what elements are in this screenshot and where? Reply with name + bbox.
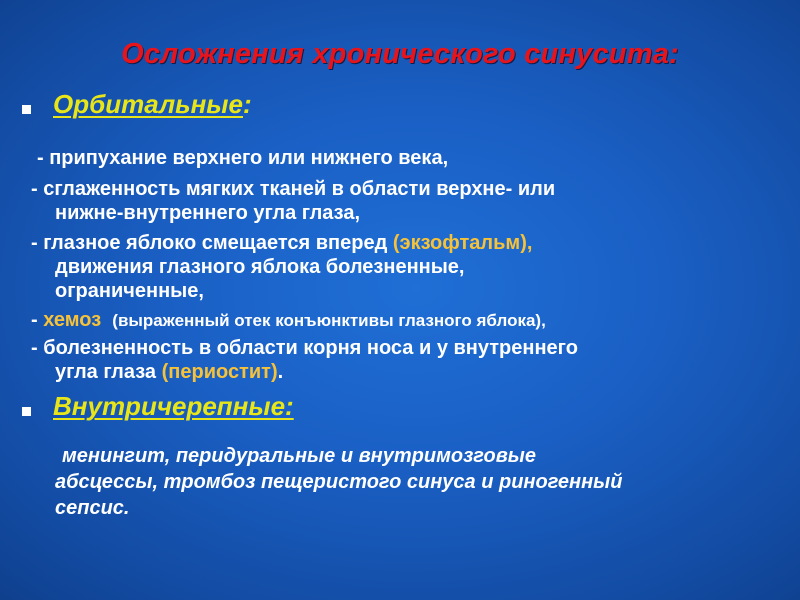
bullet-square-icon (22, 105, 31, 114)
chemosis-prefix: - (31, 309, 38, 331)
list-item-exophthalmos-cont (55, 255, 464, 279)
list-item-exophthalmos-line2: движения глазного яблока болезненные, (55, 256, 465, 278)
list-item-eyelid-text: - припухание верхнего или нижнего века, (37, 147, 449, 169)
list-item-periostitis-line2: угла глаза (55, 361, 157, 383)
section-heading-orbital (53, 89, 252, 120)
periostitis-highlight: (периостит) (161, 361, 278, 383)
section-heading-orbital-text: Орбитальные (53, 89, 243, 119)
section-heading-intracranial-text: Внутричерепные: (53, 391, 294, 421)
list-item-exophthalmos-line1: - глазное яблоко смещается вперед (31, 232, 388, 254)
section-heading-orbital-colon: : (242, 89, 252, 119)
chemosis-description: (выраженный отек конъюнктивы глазного яблока), (112, 311, 546, 330)
list-item-soft-tissue-line2: нижне-внутреннего угла глаза, (55, 202, 361, 224)
intracranial-text-line2: абсцессы, тромбоз пещеристого синуса и риногенный (55, 471, 623, 493)
list-item-eyelid (37, 146, 448, 170)
list-item-exophthalmos-line3: ограниченные, (55, 280, 204, 302)
list-item-exophthalmos (31, 231, 532, 255)
list-item-soft-tissue-cont (55, 201, 360, 225)
list-item-soft-tissue (31, 177, 555, 201)
list-item-periostitis-line1: - болезненность в области корня носа и у внутреннего (31, 337, 578, 359)
bullet-square-icon (22, 407, 31, 416)
intracranial-text-line1: менингит, перидуральные и внутримозговые (62, 445, 536, 467)
list-item-chemosis (31, 308, 546, 333)
list-item-soft-tissue-line1: - сглаженность мягких тканей в области верхне- или (31, 178, 556, 200)
list-item-periostitis (31, 336, 578, 360)
list-item-periostitis-cont (55, 360, 283, 384)
periostitis-suffix: . (277, 361, 284, 383)
intracranial-text-line3: сепсис. (55, 497, 130, 519)
slide-title: Осложнения хронического синусита: (121, 38, 679, 70)
exophthalmos-highlight: (экзофтальм), (392, 232, 533, 254)
chemosis-highlight: хемоз (43, 309, 102, 331)
list-item-exophthalmos-cont2 (55, 279, 204, 303)
section-heading-intracranial (53, 391, 294, 422)
